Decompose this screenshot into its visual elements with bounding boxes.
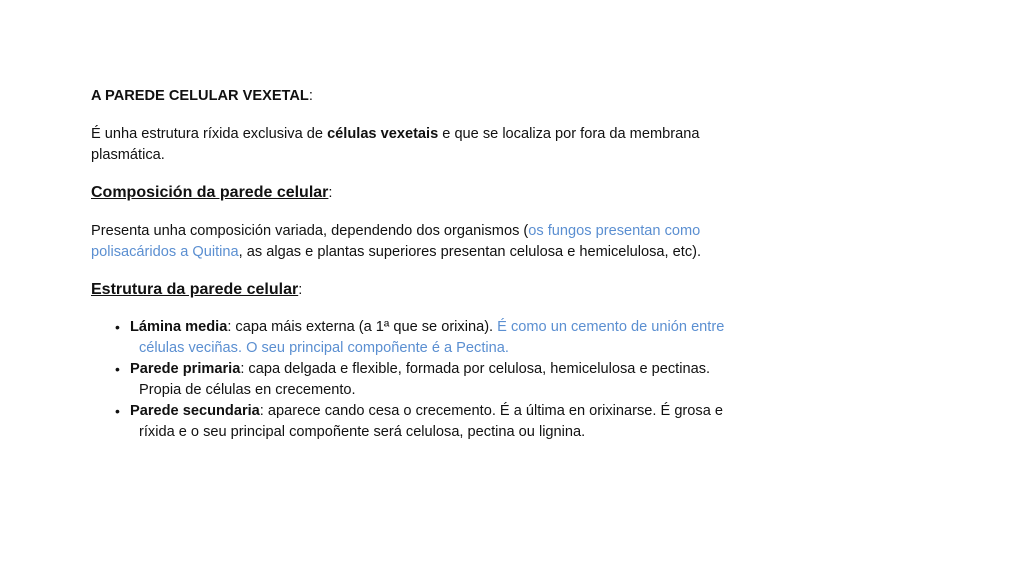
- structure-list: [91, 317, 781, 443]
- bullet-icon: •: [115, 361, 120, 377]
- intro-bold: células vexetais: [327, 126, 439, 142]
- item-text: : capa máis externa (a 1ª que se orixina).: [227, 319, 498, 335]
- bullet-icon: •: [115, 403, 120, 419]
- intro-paragraph: [91, 124, 781, 166]
- item-bold: Parede primaria: [130, 361, 241, 377]
- intro-line-2: plasmática.: [91, 147, 165, 163]
- composition-link-2: polisacáridos a Quitina: [91, 244, 239, 260]
- intro-text-2: e que se localiza por fora da membrana: [438, 126, 700, 142]
- composition-text-1: Presenta unha composición variada, dependendo dos organismos (: [91, 223, 529, 239]
- structure-heading-text: Estrutura da parede celular: [91, 281, 299, 298]
- composition-link-1: os fungos presentan como: [528, 223, 701, 239]
- composition-heading-text: Composición da parede celular: [91, 184, 329, 201]
- item-continuation: células veciñas. O seu principal compoñente é a Pectina.: [139, 340, 509, 356]
- composition-text-2: , as algas e plantas superiores presentan celulosa e hemicelulosa, etc).: [238, 244, 702, 260]
- bullet-icon: •: [115, 319, 120, 335]
- item-text: : aparece cando cesa o crecemento. É a última en orixinarse. É grosa e: [259, 403, 723, 419]
- list-item-lamina-media: [115, 317, 781, 359]
- item-link: É como un cemento de unión entre: [497, 319, 725, 335]
- title-text: A PAREDE CELULAR VEXETAL: [91, 88, 309, 104]
- item-bold: Lámina media: [130, 319, 228, 335]
- item-bold: Parede secundaria: [130, 403, 260, 419]
- item-continuation: Propia de células en crecemento.: [139, 382, 356, 398]
- composition-heading: [91, 182, 781, 204]
- structure-heading: [91, 279, 781, 301]
- document-page: [91, 86, 781, 443]
- composition-heading-colon: :: [328, 185, 333, 201]
- intro-text-1: É unha estrutura ríxida exclusiva de: [91, 126, 328, 142]
- item-continuation: ríxida e o seu principal compoñente será celulosa, pectina ou lignina.: [139, 424, 586, 440]
- title-colon: :: [308, 88, 313, 104]
- structure-heading-colon: :: [298, 282, 303, 298]
- item-text: : capa delgada e flexible, formada por celulosa, hemicelulosa e pectinas.: [240, 361, 711, 377]
- list-item-parede-secundaria: [115, 401, 781, 443]
- document-title: [91, 86, 781, 107]
- composition-paragraph: [91, 221, 781, 263]
- list-item-parede-primaria: [115, 359, 781, 401]
